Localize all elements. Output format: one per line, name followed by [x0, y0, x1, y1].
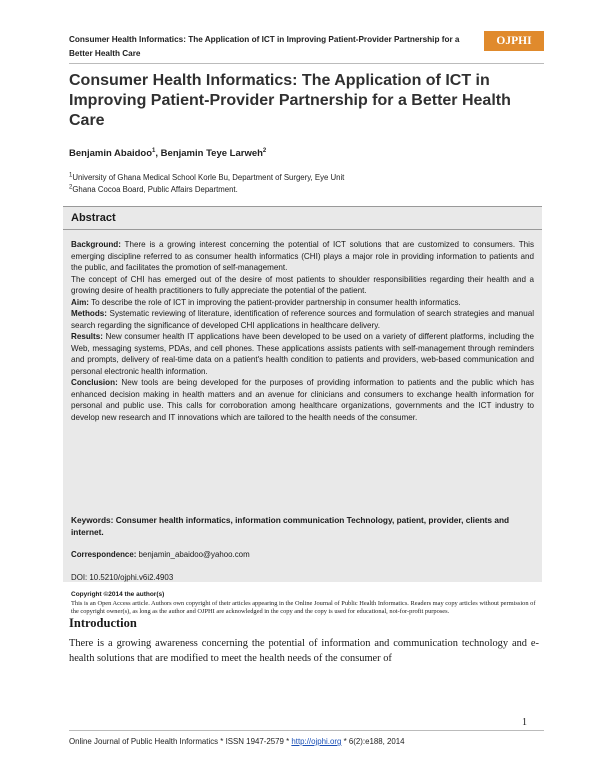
- abstract-methods: [71, 308, 534, 331]
- journal-link[interactable]: http://ojphi.org: [291, 737, 342, 746]
- introduction-heading: Introduction: [69, 616, 137, 630]
- abstract-heading: Abstract: [63, 207, 542, 230]
- abstract-background: [71, 239, 534, 274]
- footer-text: Online Journal of Public Health Informatics * ISSN 1947-2579 *: [69, 737, 292, 746]
- affiliation-2-sup: 2: [69, 184, 73, 191]
- affiliation-1-text: University of Ghana Medical School Korle Bu, Department of Surgery, Eye Unit: [72, 173, 345, 182]
- header-divider: [69, 63, 544, 64]
- doi: DOI: 10.5210/ojphi.v6i2.4903: [71, 573, 174, 582]
- correspondence: [71, 550, 250, 559]
- conclusion-label: Conclusion:: [71, 378, 118, 387]
- conclusion-text: New tools are being developed for the purposes of providing information to patients and the public which has enhanced decision making in health matters and an avenue for clinicians and consumers to exchange health information for personal and public use. This calls for corroboration among healthcare organizations, governments and the ICT industry to develop new research and IT innovations which are tailored to the health needs of the consumer.: [71, 378, 534, 422]
- author-1-sup: 1: [152, 147, 156, 154]
- footer-text-end: * 6(2):e188, 2014: [341, 737, 405, 746]
- results-text: New consumer health IT applications have been developed to be used on a variety of different platforms, including the Web, messaging systems, PDAs, and cell phones. These applications assists patients with self-management through reminders and prompts, delivery of real-time data on a patient's health condition to patients and providers, web-based communication and personal electronic health information.: [71, 332, 534, 376]
- copyright-text: This is an Open Access article. Authors own copyright of their articles appearing in the Online Journal of Public Health Informatics. Readers may copy articles without permission of the copyright owner(s), as long as the author and OJPHI are acknowledged in the copy and the copy is used for educational, not-for-profit purposes.: [71, 600, 536, 616]
- running-head: Consumer Health Informatics: The Application of ICT in Improving Patient-Provider Partnership for a Better Health Care: [69, 35, 460, 58]
- keywords: Keywords: Consumer health informatics, information communication Technology, patient, provider, clients and internet.: [71, 515, 510, 537]
- author-1: Benjamin Abaidoo: [69, 148, 153, 159]
- author-2-sup: 2: [262, 147, 267, 154]
- correspondence-email[interactable]: benjamin_abaidoo@yahoo.com: [136, 550, 250, 559]
- methods-label: Methods:: [71, 309, 107, 318]
- page-number: 1: [522, 717, 527, 728]
- abstract-results: [71, 331, 534, 377]
- abstract-aim: [71, 297, 534, 309]
- article-title: Consumer Health Informatics: The Application of ICT in Improving Patient-Provider Partnership for a Better Health Care: [69, 72, 511, 129]
- footer-divider: [69, 730, 544, 731]
- aim-label: Aim:: [71, 297, 89, 307]
- abstract-background-2: The concept of CHI has emerged out of the desire of most patients to shoulder responsibilities regarding their health and a growing desire of health practitioners to fully appreciate the potential of the patient.: [71, 274, 534, 295]
- author-line: [69, 148, 266, 159]
- abstract-box: [63, 206, 542, 616]
- introduction-text: There is a growing awareness concerning the potential of information and communication technology and e-health solutions that are modified to meet the health needs of the consumer of: [69, 638, 539, 664]
- author-separator: ,: [155, 148, 161, 159]
- correspondence-label: Correspondence:: [71, 550, 137, 559]
- affiliation-1-sup: 1: [69, 172, 73, 179]
- footer: [69, 737, 405, 746]
- background-label: Background:: [71, 240, 121, 249]
- affiliation-1: [69, 173, 344, 182]
- abstract-body: [71, 239, 534, 423]
- copyright-heading: Copyright ©2014 the author(s): [71, 591, 165, 598]
- affiliation-2-text: Ghana Cocoa Board, Public Affairs Department.: [72, 185, 238, 194]
- methods-text: Systematic reviewing of literature, identification of reference sources and formulation of search strategies and manual search regarding the significance of developed CHI applications in healthcare delivery.: [71, 309, 534, 330]
- abstract-conclusion: [71, 377, 534, 423]
- author-2: Benjamin Teye Larweh: [160, 148, 263, 159]
- results-label: Results:: [71, 332, 103, 341]
- background-text: There is a growing interest concerning the potential of ICT solutions that are customized to consumers. This emerging discipline referred to as consumer health informatics (CHI) plays a major role in providing information to patients and the public, and facilitates the promotion of self-management.: [71, 240, 534, 272]
- affiliation-2: [69, 185, 238, 194]
- aim-text: To describe the role of ICT in improving the patient-provider partnership in consumer health informatics.: [89, 297, 461, 307]
- journal-badge: OJPHI: [484, 31, 544, 51]
